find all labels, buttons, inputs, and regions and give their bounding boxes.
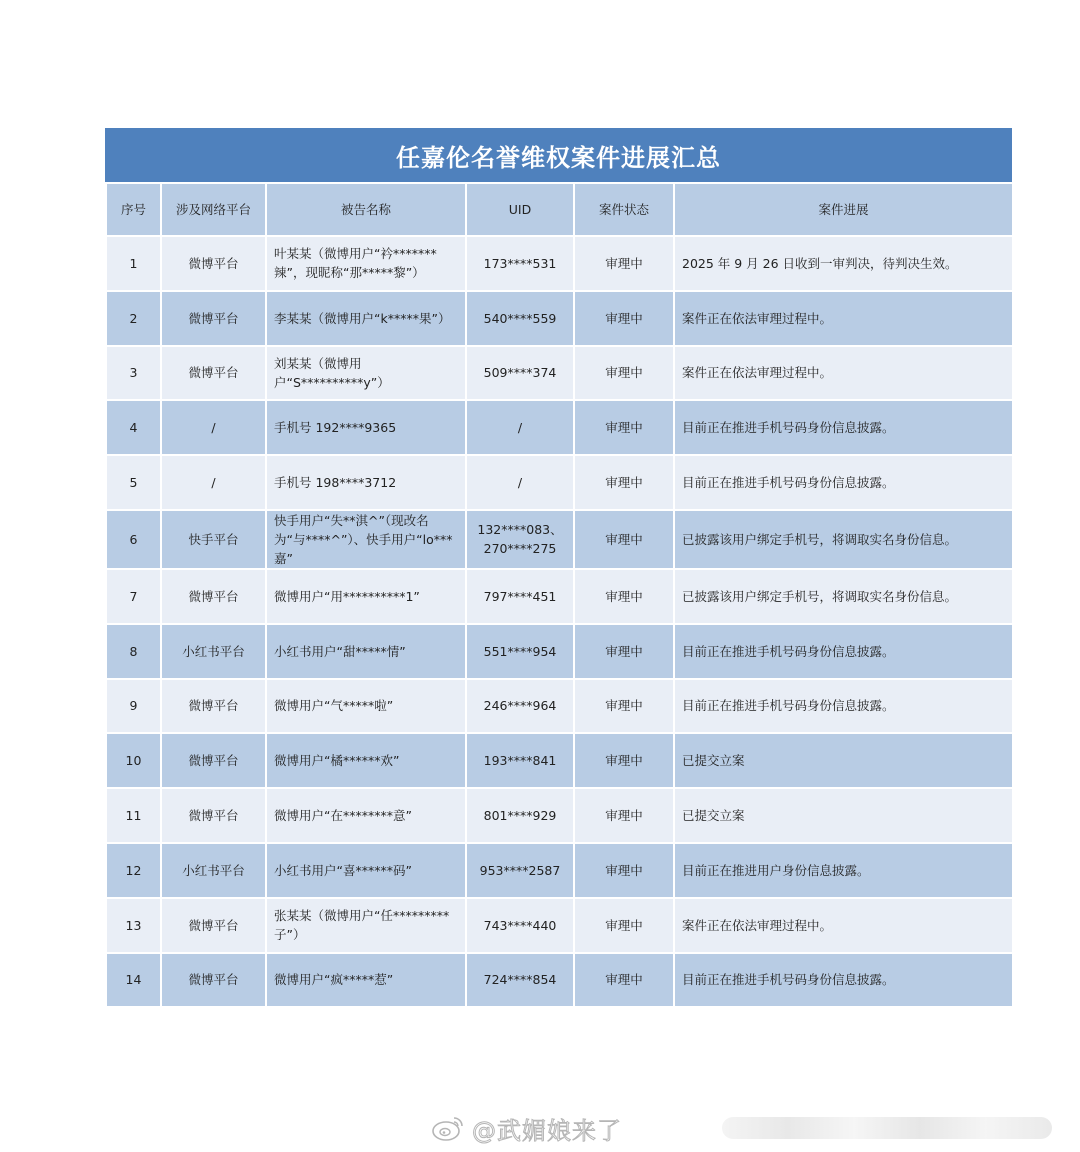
table-title: 任嘉伦名誉维权案件进展汇总 (105, 128, 1012, 182)
cell-platform: 微博平台 (161, 569, 266, 624)
cell-status: 审理中 (574, 455, 674, 510)
cell-uid: 743****440 (466, 898, 574, 953)
cell-uid: 509****374 (466, 346, 574, 401)
table-row (106, 400, 1013, 455)
cell-platform: 快手平台 (161, 510, 266, 569)
cell-defendant: 微博用户“疯*****惹” (266, 953, 466, 1008)
cell-uid: 953****2587 (466, 843, 574, 898)
cell-progress: 案件正在依法审理过程中。 (674, 346, 1013, 401)
cell-progress: 已披露该用户绑定手机号，将调取实名身份信息。 (674, 510, 1013, 569)
cell-uid: 724****854 (466, 953, 574, 1008)
table-row (106, 510, 1013, 569)
cell-defendant: 微博用户“橘******欢” (266, 733, 466, 788)
cell-platform: 微博平台 (161, 679, 266, 734)
cell-platform: 小红书平台 (161, 624, 266, 679)
cell-uid: 551****954 (466, 624, 574, 679)
cell-progress: 目前正在推进手机号码身份信息披露。 (674, 455, 1013, 510)
watermark (430, 1110, 1080, 1146)
cell-no: 3 (106, 346, 161, 401)
cell-defendant: 快手用户“失**淇^”（现改名为“与****^”）、快手用户“lo***嘉” (266, 510, 466, 569)
cell-defendant: 手机号 192****9365 (266, 400, 466, 455)
cell-uid: 193****841 (466, 733, 574, 788)
table-row (106, 569, 1013, 624)
cell-no: 9 (106, 679, 161, 734)
case-summary-table-container (105, 128, 1012, 1008)
watermark-text: @武媚娘来了 (472, 1116, 622, 1145)
header-progress: 案件进展 (674, 183, 1013, 236)
cell-platform: 微博平台 (161, 788, 266, 843)
cell-status: 审理中 (574, 400, 674, 455)
table-row (106, 898, 1013, 953)
cell-progress: 目前正在推进手机号码身份信息披露。 (674, 624, 1013, 679)
cell-defendant: 小红书用户“喜******码” (266, 843, 466, 898)
cell-status: 审理中 (574, 898, 674, 953)
cell-platform: 微博平台 (161, 898, 266, 953)
table-row (106, 346, 1013, 401)
header-no: 序号 (106, 183, 161, 236)
cell-progress: 目前正在推进手机号码身份信息披露。 (674, 953, 1013, 1008)
case-summary-table (105, 182, 1014, 1008)
cell-defendant: 微博用户“在********意” (266, 788, 466, 843)
header-row (106, 183, 1013, 236)
cell-platform: / (161, 400, 266, 455)
table-row (106, 679, 1013, 734)
cell-platform: 微博平台 (161, 733, 266, 788)
cell-progress: 已提交立案 (674, 733, 1013, 788)
cell-uid: 801****929 (466, 788, 574, 843)
cell-no: 1 (106, 236, 161, 291)
cell-status: 审理中 (574, 788, 674, 843)
cell-status: 审理中 (574, 843, 674, 898)
table-body (106, 236, 1013, 1007)
cell-platform: / (161, 455, 266, 510)
table-row (106, 788, 1013, 843)
cell-platform: 微博平台 (161, 953, 266, 1008)
table-row (106, 291, 1013, 346)
cell-status: 审理中 (574, 953, 674, 1008)
watermark-blur (722, 1117, 1052, 1139)
cell-no: 11 (106, 788, 161, 843)
table-row (106, 843, 1013, 898)
cell-defendant: 手机号 198****3712 (266, 455, 466, 510)
cell-no: 5 (106, 455, 161, 510)
header-platform: 涉及网络平台 (161, 183, 266, 236)
cell-status: 审理中 (574, 569, 674, 624)
cell-no: 6 (106, 510, 161, 569)
cell-uid: 173****531 (466, 236, 574, 291)
cell-defendant: 刘某某（微博用户“S**********y”） (266, 346, 466, 401)
cell-defendant: 叶某某（微博用户“衿*******辣”，现昵称“那*****黎”） (266, 236, 466, 291)
cell-no: 14 (106, 953, 161, 1008)
header-status: 案件状态 (574, 183, 674, 236)
cell-status: 审理中 (574, 291, 674, 346)
cell-platform: 微博平台 (161, 291, 266, 346)
cell-defendant: 李某某（微博用户“k*****果”） (266, 291, 466, 346)
table-header (106, 183, 1013, 236)
cell-defendant: 小红书用户“甜*****情” (266, 624, 466, 679)
cell-uid: 797****451 (466, 569, 574, 624)
table-row (106, 455, 1013, 510)
cell-no: 10 (106, 733, 161, 788)
cell-defendant: 微博用户“气*****啦” (266, 679, 466, 734)
cell-no: 7 (106, 569, 161, 624)
cell-status: 审理中 (574, 624, 674, 679)
cell-status: 审理中 (574, 510, 674, 569)
cell-status: 审理中 (574, 679, 674, 734)
header-defendant: 被告名称 (266, 183, 466, 236)
cell-uid: / (466, 400, 574, 455)
weibo-logo-icon (430, 1113, 466, 1143)
cell-progress: 案件正在依法审理过程中。 (674, 898, 1013, 953)
table-row (106, 953, 1013, 1008)
cell-progress: 已提交立案 (674, 788, 1013, 843)
cell-status: 审理中 (574, 733, 674, 788)
cell-progress: 目前正在推进用户身份信息披露。 (674, 843, 1013, 898)
table-row (106, 624, 1013, 679)
cell-no: 13 (106, 898, 161, 953)
cell-status: 审理中 (574, 236, 674, 291)
cell-progress: 已披露该用户绑定手机号，将调取实名身份信息。 (674, 569, 1013, 624)
cell-no: 4 (106, 400, 161, 455)
cell-no: 12 (106, 843, 161, 898)
cell-platform: 微博平台 (161, 236, 266, 291)
cell-platform: 小红书平台 (161, 843, 266, 898)
cell-uid: 132****083、270****275 (466, 510, 574, 569)
cell-status: 审理中 (574, 346, 674, 401)
cell-progress: 2025 年 9 月 26 日收到一审判决，待判决生效。 (674, 236, 1013, 291)
cell-uid: / (466, 455, 574, 510)
cell-no: 8 (106, 624, 161, 679)
header-uid: UID (466, 183, 574, 236)
cell-progress: 目前正在推进手机号码身份信息披露。 (674, 400, 1013, 455)
table-row (106, 236, 1013, 291)
cell-uid: 540****559 (466, 291, 574, 346)
table-row (106, 733, 1013, 788)
cell-uid: 246****964 (466, 679, 574, 734)
cell-defendant: 微博用户“用**********1” (266, 569, 466, 624)
cell-platform: 微博平台 (161, 346, 266, 401)
cell-progress: 案件正在依法审理过程中。 (674, 291, 1013, 346)
cell-progress: 目前正在推进手机号码身份信息披露。 (674, 679, 1013, 734)
cell-no: 2 (106, 291, 161, 346)
cell-defendant: 张某某（微博用户“任*********子”） (266, 898, 466, 953)
